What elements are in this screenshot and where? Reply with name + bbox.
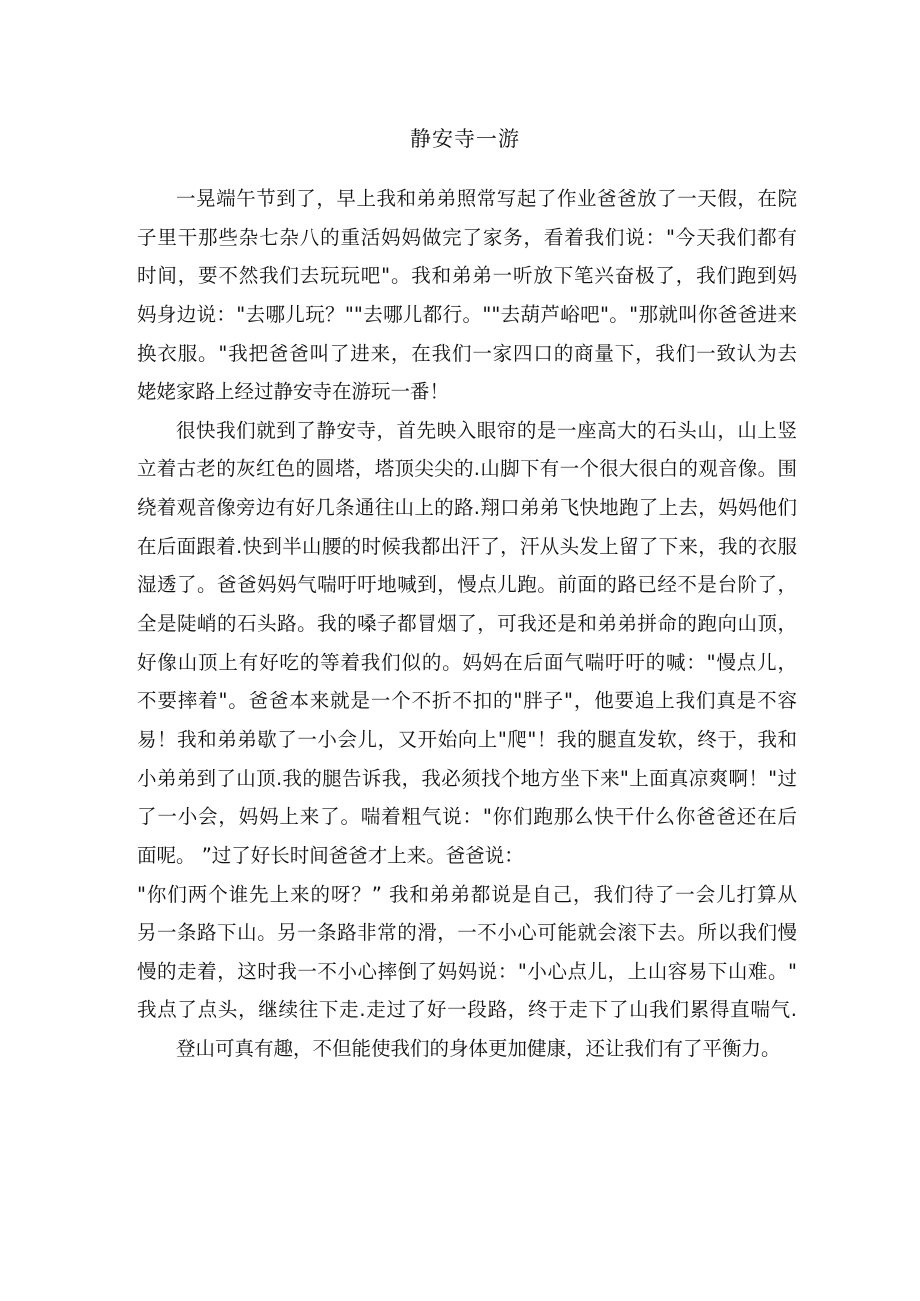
text-line: 妈身边说："去哪儿玩？""去哪儿都行。""去葫芦峪吧"。"那就叫你爸爸进来 xyxy=(137,302,797,326)
text-line: 换衣服。"我把爸爸叫了进来，在我们一家四口的商量下，我们一致认为去 xyxy=(137,341,797,365)
text-line: 在后面跟着.快到半山腰的时候我都出汗了，汗从头发上留了下来，我的衣服 xyxy=(137,534,797,558)
text-line: 一晃端午节到了，早上我和弟弟照常写起了作业爸爸放了一天假，在院 xyxy=(176,187,797,210)
text-line: 姥姥家路上经过静安寺在游玩一番！ xyxy=(137,380,450,404)
text-line: 小弟弟到了山顶.我的腿告诉我，我必须找个地方坐下来"上面真凉爽啊！"过 xyxy=(137,766,797,790)
document-body xyxy=(137,180,797,1069)
text-line: 不要摔着"。爸爸本来就是一个不折不扣的"胖子"，他要追上我们真是不容 xyxy=(137,689,797,713)
text-line: 慢的走着，这时我一不小心摔倒了妈妈说："小心点儿，上山容易下山难。" xyxy=(137,959,797,983)
text-line: 好像山顶上有好吃的等着我们似的。妈妈在后面气喘吁吁的喊："慢点儿， xyxy=(137,650,797,674)
text-line: 立着古老的灰红色的圆塔，塔顶尖尖的.山脚下有一个很大很白的观音像。围 xyxy=(137,457,797,481)
text-line: 了一小会，妈妈上来了。喘着粗气说："你们跑那么快干什么你爸爸还在后 xyxy=(137,805,797,829)
text-line: 易！我和弟弟歇了一小会儿，又开始向上"爬"！我的腿直发软，终于，我和 xyxy=(137,727,797,751)
text-line: 绕着观音像旁边有好几条通往山上的路.翔口弟弟飞快地跑了上去，妈妈他们 xyxy=(137,496,797,520)
text-line: 另一条路下山。另一条路非常的滑，一不小心可能就会滚下去。所以我们慢 xyxy=(137,921,797,945)
text-line: 面呢。 ”过了好长时间爸爸才上来。爸爸说： xyxy=(137,843,524,867)
text-line: 子里干那些杂七杂八的重活妈妈做完了家务，看着我们说："今天我们都有 xyxy=(137,225,797,249)
text-line: 湿透了。爸爸妈妈气喘吁吁地喊到，慢点儿跑。前面的路已经不是台阶了， xyxy=(137,573,797,597)
text-line: 时间，要不然我们去玩玩吧"。我和弟弟一听放下笔兴奋极了，我们跑到妈 xyxy=(137,264,797,288)
text-line: 我点了点头，继续往下走.走过了好一段路，终于走下了山我们累得直喘气. xyxy=(137,998,797,1022)
text-line: 全是陡峭的石头路。我的嗓子都冒烟了，可我还是和弟弟拼命的跑向山顶， xyxy=(137,612,797,636)
text-line: 很快我们就到了静安寺，首先映入眼帘的是一座高大的石头山，山上竖 xyxy=(176,418,797,442)
text-line: "你们两个谁先上来的呀？” 我和弟弟都说是自己，我们待了一会儿打算从 xyxy=(137,882,797,906)
text-line: 登山可真有趣，不但能使我们的身体更加健康，还让我们有了平衡力。 xyxy=(176,1037,781,1061)
document-title: 静安寺一游 xyxy=(410,127,520,151)
